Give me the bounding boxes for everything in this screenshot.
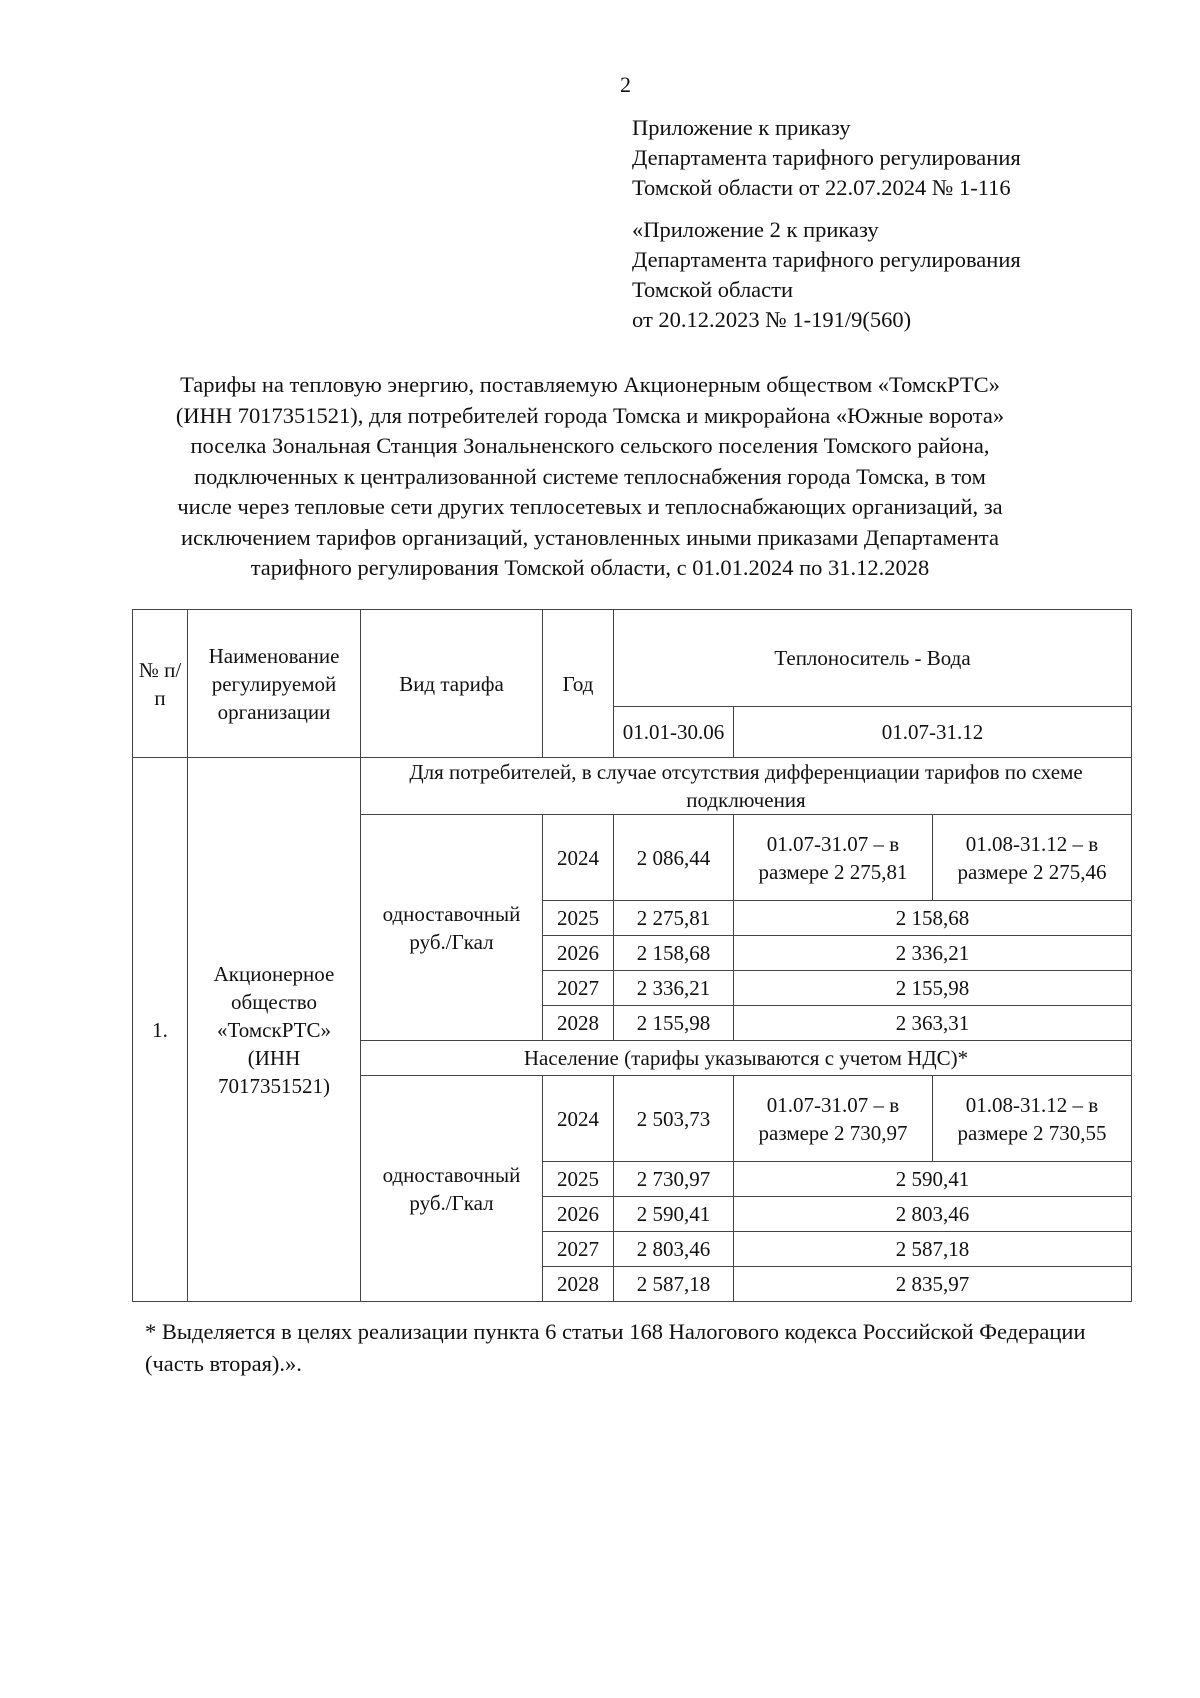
first-half-value: 2 158,68 — [614, 936, 734, 971]
second-half-value: 2 590,41 — [734, 1162, 1132, 1197]
year-cell: 2024 — [543, 1076, 614, 1162]
title-line: тарифного регулирования Томской области, с 01.01.2024 по 31.12.2028 — [250, 555, 930, 580]
second-half-value: 2 155,98 — [734, 971, 1132, 1006]
first-half-value: 2 587,18 — [614, 1267, 734, 1302]
year-cell: 2025 — [543, 1162, 614, 1197]
header-period-2: 01.07-31.12 — [734, 707, 1132, 758]
tariff-type-cell: одноставочный руб./Гкал — [361, 1076, 543, 1302]
row-number: 1. — [133, 758, 188, 1302]
appendix-reference-line: «Приложение 2 к приказу — [632, 217, 879, 242]
header-row — [133, 610, 1132, 707]
second-half-value: 2 803,46 — [734, 1197, 1132, 1232]
title-line: поселка Зональная Станция Зональненского сельского поселения Томского района, — [190, 433, 990, 458]
title-line: Тарифы на тепловую энергию, поставляемую Акционерным обществом «ТомскРТС» — [180, 372, 1000, 397]
header-period-1: 01.01-30.06 — [614, 707, 734, 758]
year-cell: 2026 — [543, 1197, 614, 1232]
appendix-header-line: Приложение к приказу — [632, 115, 851, 140]
appendix-reference-line: от 20.12.2023 № 1-191/9(560) — [632, 307, 912, 332]
second-half-value: 2 363,31 — [734, 1006, 1132, 1041]
july-value: 01.07-31.07 – в размере 2 275,81 — [734, 815, 933, 901]
second-half-value: 2 587,18 — [734, 1232, 1132, 1267]
first-half-value: 2 803,46 — [614, 1232, 734, 1267]
title-line: исключением тарифов организаций, установленных иными приказами Департамента — [181, 524, 999, 550]
section-title-row — [133, 758, 1132, 815]
second-half-value: 2 336,21 — [734, 936, 1132, 971]
first-half-value: 2 275,81 — [614, 901, 734, 936]
july-value: 01.07-31.07 – в размере 2 730,97 — [734, 1076, 933, 1162]
header-carrier: Теплоноситель - Вода — [614, 610, 1132, 707]
first-half-value: 2 086,44 — [614, 815, 734, 901]
second-half-value: 2 835,97 — [734, 1267, 1132, 1302]
first-half-value: 2 155,98 — [614, 1006, 734, 1041]
page-number: 2 — [620, 72, 631, 97]
first-half-value: 2 590,41 — [614, 1197, 734, 1232]
aug-dec-value: 01.08-31.12 – в размере 2 275,46 — [933, 815, 1132, 901]
first-half-value: 2 730,97 — [614, 1162, 734, 1197]
tariff-table — [132, 609, 1132, 1302]
section-title: Для потребителей, в случае отсутствия дифференциации тарифов по схеме подключения — [361, 758, 1132, 815]
appendix-reference — [632, 215, 1021, 335]
org-name: Акционерное общество «ТомскРТС» (ИНН 7017351521) — [188, 758, 361, 1302]
first-half-value: 2 503,73 — [614, 1076, 734, 1162]
document-title — [120, 370, 1060, 584]
year-cell: 2027 — [543, 971, 614, 1006]
footnote: * Выделяется в целях реализации пункта 6 статьи 168 Налогового кодекса Российской Федерации (часть вторая).». — [145, 1319, 1086, 1376]
second-half-value: 2 158,68 — [734, 901, 1132, 936]
first-half-value: 2 336,21 — [614, 971, 734, 1006]
section-title: Население (тарифы указываются с учетом НДС)* — [361, 1041, 1132, 1076]
appendix-header — [632, 113, 1021, 203]
title-line: подключенных к централизованной системе теплоснабжения города Томска, в том — [194, 463, 986, 489]
title-line: (ИНН 7017351521), для потребителей города Томска и микрорайона «Южные ворота» — [175, 402, 1005, 428]
appendix-header-line: Департамента тарифного регулирования — [632, 145, 1021, 170]
year-cell: 2025 — [543, 901, 614, 936]
aug-dec-value: 01.08-31.12 – в размере 2 730,55 — [933, 1076, 1132, 1162]
year-cell: 2027 — [543, 1232, 614, 1267]
header-year: Год — [543, 610, 614, 758]
header-num: № п/п — [133, 610, 188, 758]
year-cell: 2028 — [543, 1267, 614, 1302]
header-org: Наименование регулируемой организации — [188, 610, 361, 758]
appendix-reference-line: Томской области — [632, 277, 794, 302]
year-cell: 2024 — [543, 815, 614, 901]
year-cell: 2026 — [543, 936, 614, 971]
title-line: числе через тепловые сети других теплосетевых и теплоснабжающих организаций, за — [177, 494, 1003, 519]
appendix-header-line: Томской области от 22.07.2024 № 1-116 — [632, 175, 1011, 200]
year-cell: 2028 — [543, 1006, 614, 1041]
header-tariff-type: Вид тарифа — [361, 610, 543, 758]
tariff-type-cell: одноставочный руб./Гкал — [361, 815, 543, 1041]
appendix-reference-line: Департамента тарифного регулирования — [632, 247, 1021, 272]
